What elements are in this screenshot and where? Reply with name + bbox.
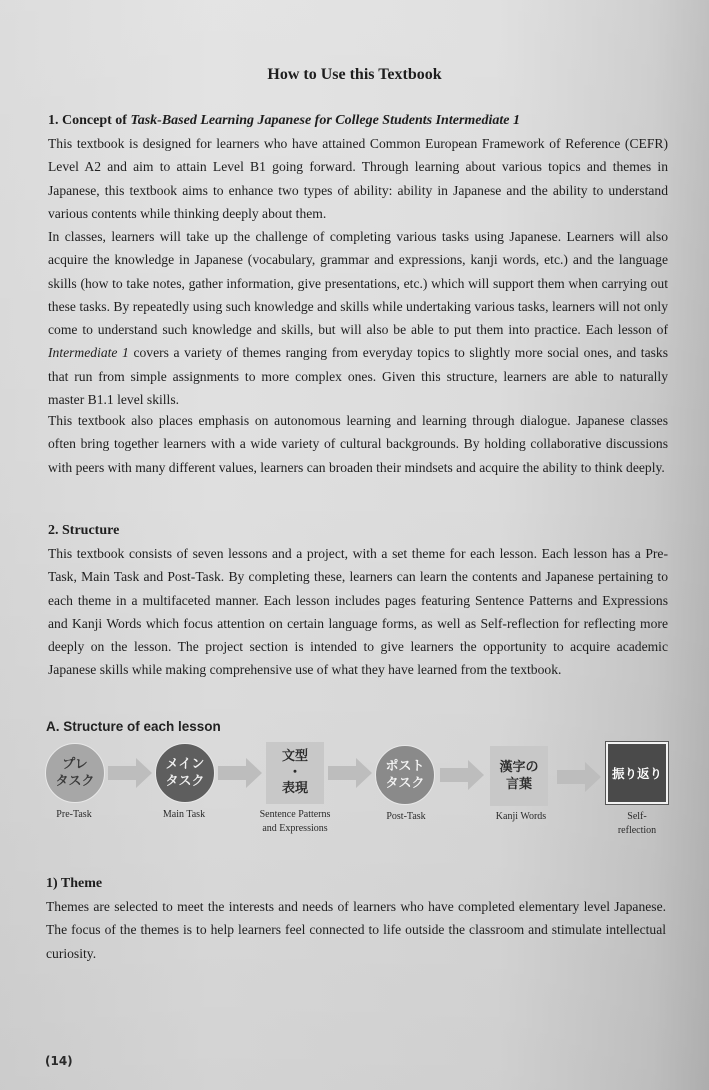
- paragraph-text: covers a variety of themes ranging from everyday topics to slightly more social ones, and tasks that run from simple assignments to more complex ones. Given this structure, learners are able to naturally master B1.1 level skills.: [48, 345, 668, 408]
- diagram-title: A. Structure of each lesson: [46, 719, 221, 734]
- arrow-right-icon: [218, 758, 262, 788]
- step-jp-dot: ・: [288, 765, 302, 780]
- section-1-paragraph-1: This textbook is designed for learners who have attained Common European Framework of Reference (CEFR) Level A2 and aim to attain Level B1 going forward. Through learning about various topics and themes in Japanese, this textbook aims to enhance two types of ability: ability in Japanese and the ability to understand various contents while thinking deeply about them.: [48, 136, 668, 221]
- book-level-italic: Intermediate 1: [48, 345, 129, 361]
- pre-task-circle: [45, 743, 105, 803]
- page-title: How to Use this Textbook: [267, 66, 442, 83]
- page-number: (14): [45, 1054, 73, 1068]
- section-2-paragraph: This textbook consists of seven lessons and a project, with a set theme for each lesson. Each lesson has a Pre-Task, Main Task and Post-Task. By completing these, learners can learn the contents and Japanese pertaining to each theme in a multifaceted manner. Each lesson includes pages featuring Sentence Patterns and Expressions and Kanji Words which focus attention on certain language forms, as well as Self-reflection for reflecting more deeply on the lesson. The project section is intended to give learners the opportunity to acquire academic Japanese skills while making comprehensive use of what they have learned from the textbook.: [48, 546, 668, 678]
- arrow-right-icon: [557, 762, 601, 792]
- self-reflection-label: Self-reflection: [617, 811, 657, 836]
- section-2-heading: 2. Structure: [48, 523, 120, 538]
- section-1-paragraph-3: This textbook also places emphasis on autonomous learning and learning through dialogue. Japanese classes often bring together learners with a wide variety of cultural backgrounds. By holding collaborative discussions with peers with many different values, learners can broaden their mindsets and acquire the ability to think deeply.: [48, 413, 668, 475]
- step-jp-text: メイン: [165, 757, 205, 772]
- main-task-circle: [155, 743, 215, 803]
- self-reflection-box: [606, 742, 668, 804]
- step-jp-text: タスク: [55, 774, 95, 789]
- step-jp-text: ポスト: [385, 759, 425, 774]
- main-task-label: Main Task: [162, 809, 206, 820]
- step-jp-text: 言葉: [505, 777, 532, 792]
- arrow-right-icon: [108, 758, 152, 788]
- step-jp-text: 漢字の: [499, 760, 539, 775]
- kanji-words-box: [490, 746, 548, 806]
- book-title: Task-Based Learning Japanese for College Students Intermediate 1: [130, 113, 520, 128]
- section-1-heading: [48, 113, 520, 129]
- arrow-right-icon: [440, 760, 484, 790]
- pre-task-label: Pre-Task: [56, 809, 92, 820]
- post-task-circle: [375, 745, 435, 805]
- step-jp-text: タスク: [165, 774, 205, 789]
- step-jp-text: プレ: [62, 757, 88, 772]
- step-jp-text: 表現: [281, 781, 308, 796]
- section-1-paragraph-2: [48, 225, 668, 411]
- section-1-heading-prefix: 1. Concept of: [48, 113, 131, 128]
- step-jp-text: 振り返り: [611, 765, 662, 781]
- sentence-patterns-box: [266, 742, 324, 804]
- paragraph-text: In classes, learners will take up the challenge of completing various tasks using Japanese. Learners will also acquire the knowledge in Japanese (vocabulary, grammar and expressions, kanji words, etc.) and the language skills (how to take notes, gather information, give presentations, etc.) which will support them when carrying out these tasks. By repeatedly using such knowledge and skills while undertaking various tasks, learners will not only come to understand such knowledge and skills, but will also be able to put them into practice. Each lesson of: [48, 229, 668, 338]
- arrow-right-icon: [328, 758, 372, 788]
- theme-paragraph: Themes are selected to meet the interests and needs of learners who have completed elementary level Japanese. The focus of the themes is to help learners feel connected to life outside the classroom and stimulate intellectual curiosity.: [46, 899, 666, 961]
- theme-heading: 1) Theme: [46, 876, 103, 891]
- sentence-patterns-label: Sentence Patterns and Expressions: [259, 809, 331, 834]
- step-jp-text: タスク: [385, 776, 425, 791]
- post-task-label: Post-Task: [386, 811, 426, 822]
- kanji-words-label: Kanji Words: [495, 811, 547, 822]
- step-jp-text: 文型: [281, 749, 308, 764]
